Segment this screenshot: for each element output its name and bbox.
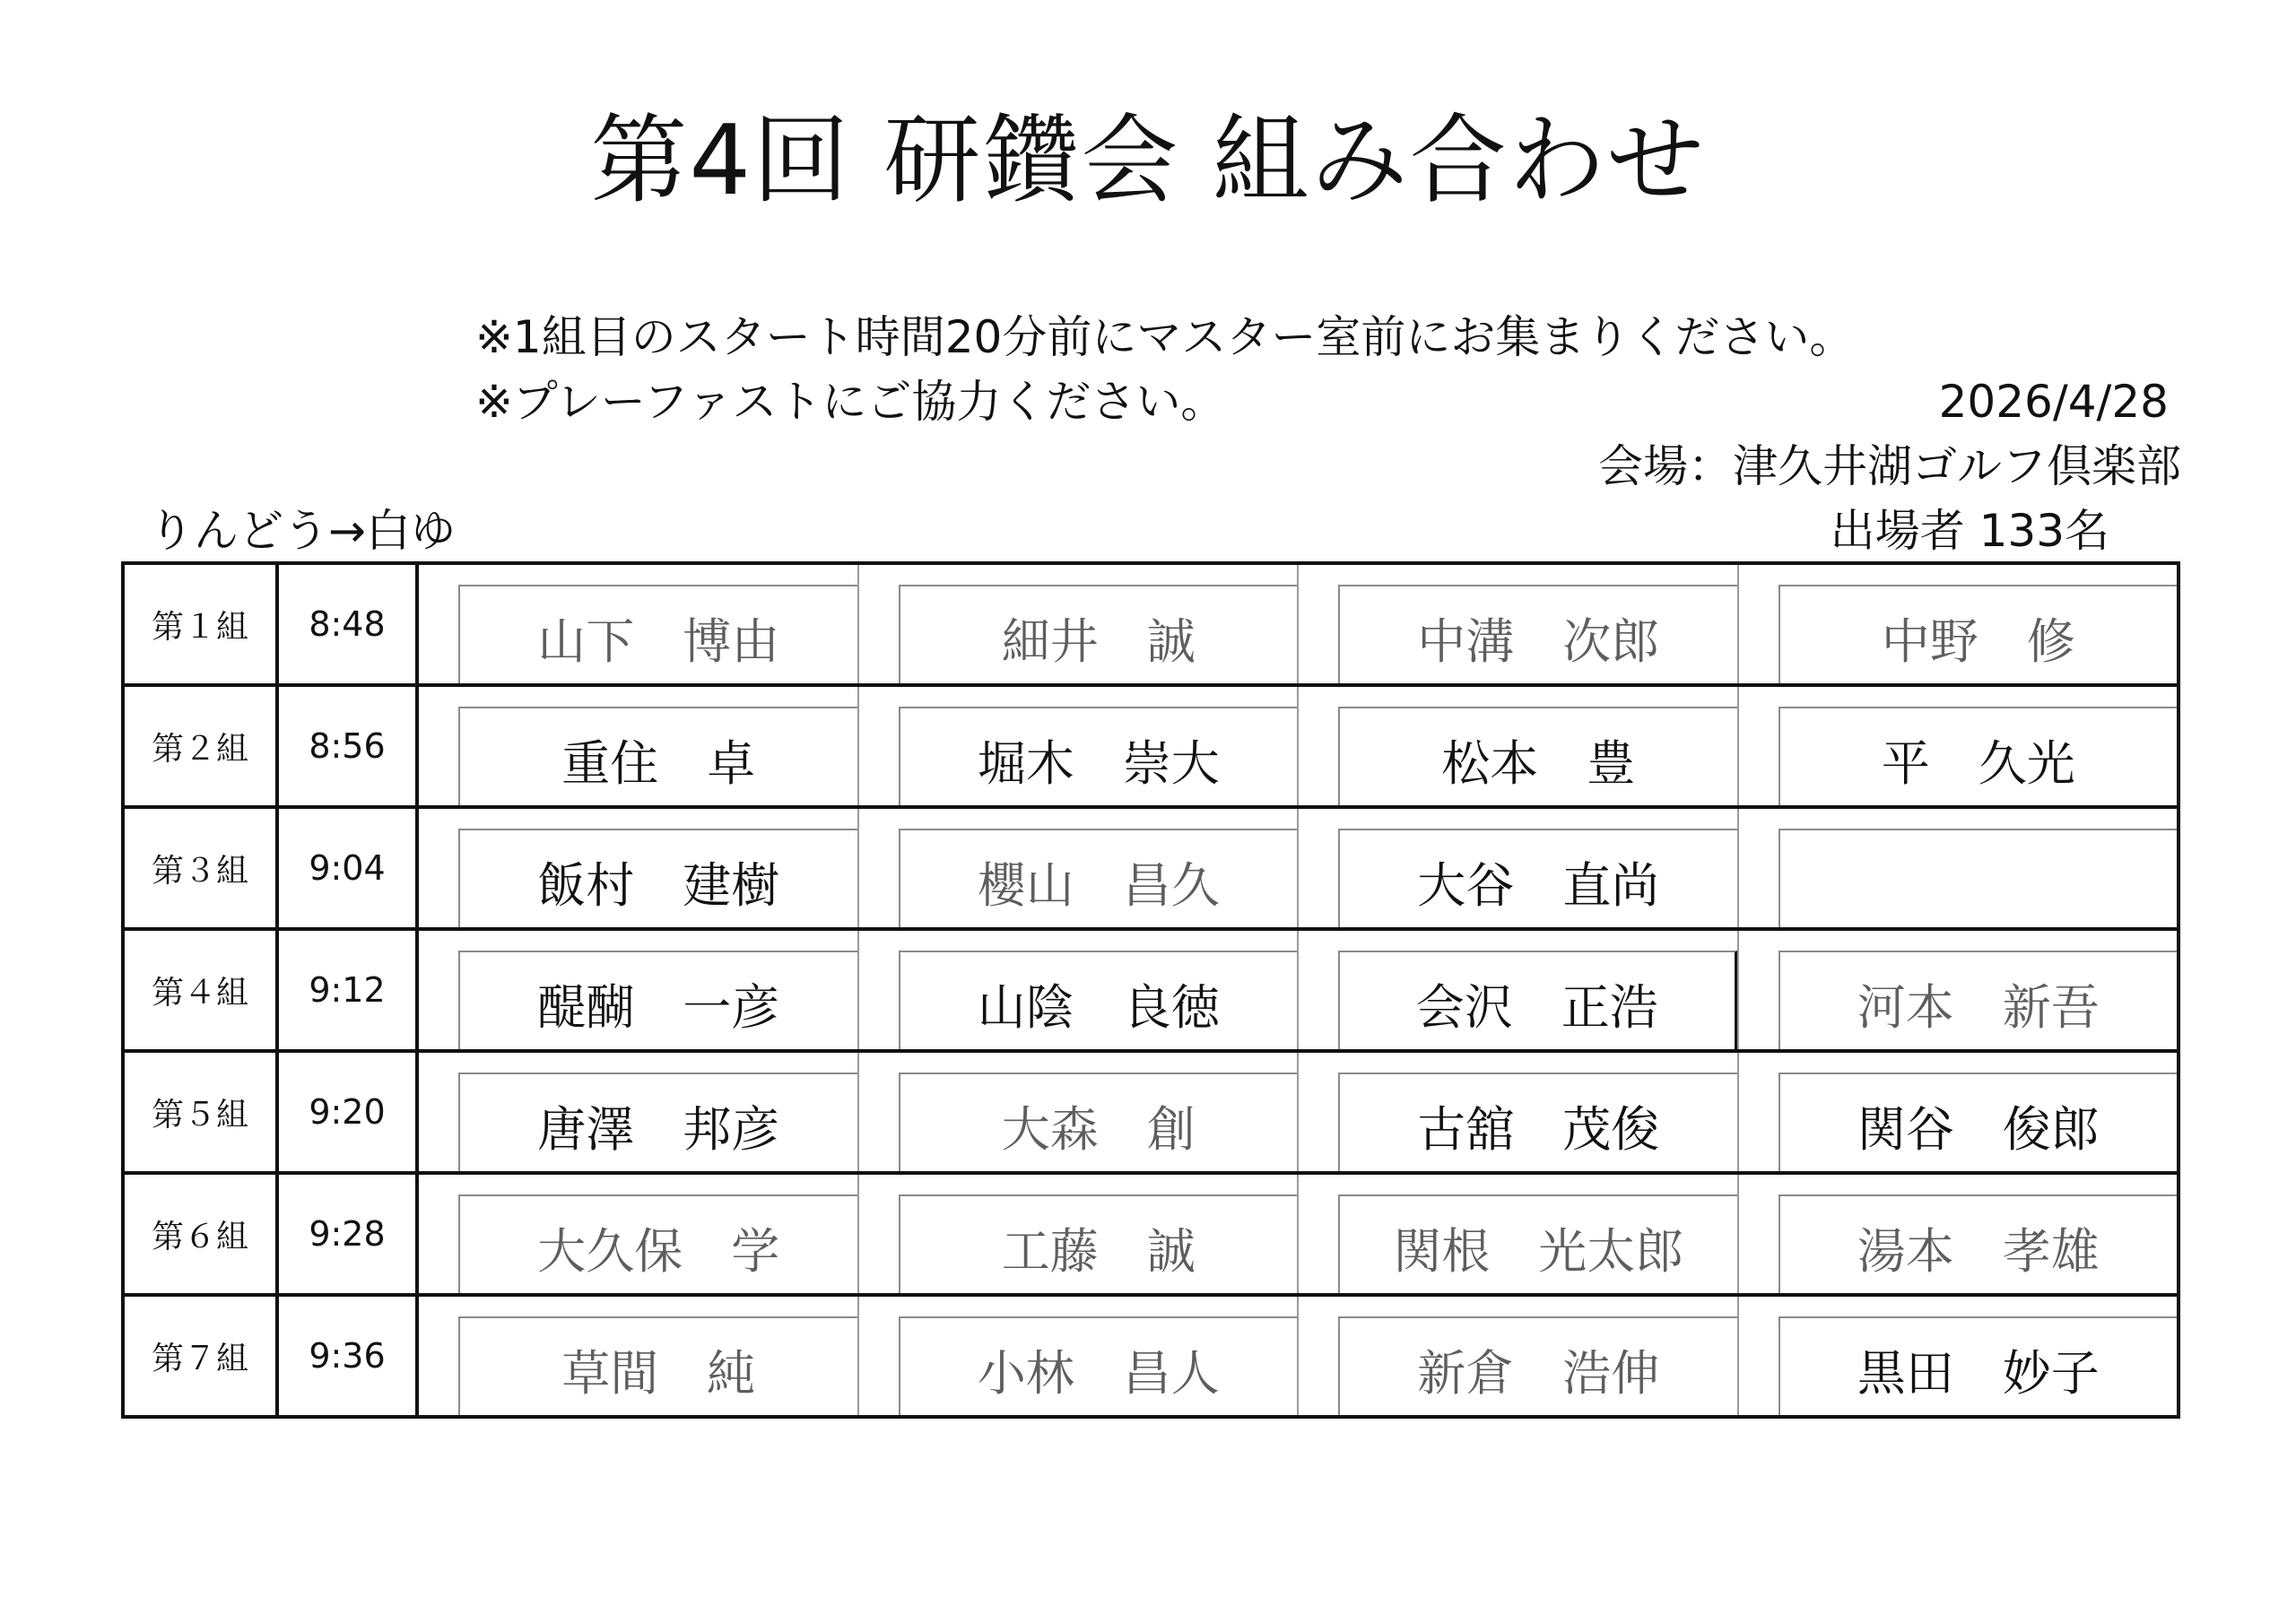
player-row xyxy=(419,1297,2177,1415)
course-route: りんどう→白ゆ xyxy=(149,505,456,557)
venue: 会場：津久井湖ゴルフ倶楽部 xyxy=(1598,440,2181,492)
tee-time: 9:04 xyxy=(277,807,417,929)
group-row xyxy=(123,929,2179,1051)
player-cells xyxy=(417,1173,2179,1295)
player-name: 会沢 正浩 xyxy=(1338,951,1737,1049)
player-slot xyxy=(1299,1175,1739,1293)
player-slot xyxy=(419,1175,859,1293)
player-slot xyxy=(1299,687,1739,805)
player-name: 新倉 浩伸 xyxy=(1338,1316,1737,1415)
pairings-table xyxy=(121,561,2180,1419)
player-slot xyxy=(1739,931,2178,1049)
player-name: 大森 創 xyxy=(899,1073,1298,1171)
player-slot xyxy=(859,809,1300,927)
player-name: 関根 光太郎 xyxy=(1338,1194,1737,1293)
player-slot xyxy=(859,1053,1300,1171)
group-row xyxy=(123,1295,2179,1417)
player-name: 古舘 茂俊 xyxy=(1338,1073,1737,1171)
group-row xyxy=(123,685,2179,807)
player-slot xyxy=(419,931,859,1049)
player-slot xyxy=(859,931,1300,1049)
player-slot xyxy=(1299,1297,1739,1415)
player-slot xyxy=(1299,809,1739,927)
player-slot xyxy=(859,1297,1300,1415)
player-name: 山下 博由 xyxy=(458,585,857,683)
player-name: 醍醐 一彦 xyxy=(458,951,857,1049)
player-name: 工藤 誠 xyxy=(899,1194,1298,1293)
player-row xyxy=(419,687,2177,805)
player-row xyxy=(419,1175,2177,1293)
player-row xyxy=(419,931,2177,1049)
group-label: 第５組 xyxy=(123,1051,277,1173)
player-slot xyxy=(1299,565,1739,683)
player-cells xyxy=(417,563,2179,685)
event-date: 2026/4/28 xyxy=(1938,376,2169,428)
entrant-count: 出場者 133名 xyxy=(1830,505,2109,557)
player-row xyxy=(419,809,2177,927)
player-name: 大久保 学 xyxy=(458,1194,857,1293)
tee-time: 9:12 xyxy=(277,929,417,1051)
player-name: 湯本 孝雄 xyxy=(1779,1194,2178,1293)
player-slot xyxy=(1739,809,2178,927)
group-label: 第７組 xyxy=(123,1295,277,1417)
player-name xyxy=(1779,829,2178,927)
player-cells xyxy=(417,685,2179,807)
player-slot xyxy=(1299,1053,1739,1171)
player-slot xyxy=(419,687,859,805)
group-label: 第６組 xyxy=(123,1173,277,1295)
note-gathering: ※1組目のスタート時間20分前にマスター室前にお集まりください。 xyxy=(475,311,1855,363)
group-row xyxy=(123,807,2179,929)
player-name: 平 久光 xyxy=(1779,707,2178,805)
group-row xyxy=(123,1173,2179,1295)
tee-time: 8:56 xyxy=(277,685,417,807)
player-slot xyxy=(1739,1175,2178,1293)
player-name: 山陰 良徳 xyxy=(899,951,1298,1049)
player-slot xyxy=(419,809,859,927)
group-label: 第３組 xyxy=(123,807,277,929)
player-slot xyxy=(859,1175,1300,1293)
player-slot xyxy=(1299,931,1739,1049)
tee-time: 9:28 xyxy=(277,1173,417,1295)
player-slot xyxy=(419,565,859,683)
player-name: 飯村 建樹 xyxy=(458,829,857,927)
player-cells xyxy=(417,1295,2179,1417)
note-play-fast: ※プレーファストにご協力ください。 xyxy=(475,376,1226,428)
player-name: 草間 純 xyxy=(458,1316,857,1415)
player-slot xyxy=(1739,1053,2178,1171)
player-slot xyxy=(1739,1297,2178,1415)
player-name: 黒田 妙子 xyxy=(1779,1316,2178,1415)
player-name: 小林 昌人 xyxy=(899,1316,1298,1415)
player-name: 中野 修 xyxy=(1779,585,2178,683)
group-row xyxy=(123,1051,2179,1173)
player-name: 唐澤 邦彦 xyxy=(458,1073,857,1171)
player-name: 松本 豊 xyxy=(1338,707,1737,805)
player-cells xyxy=(417,807,2179,929)
player-cells xyxy=(417,1051,2179,1173)
player-name: 堀木 崇大 xyxy=(899,707,1298,805)
group-label: 第４組 xyxy=(123,929,277,1051)
player-name: 河本 新吾 xyxy=(1779,951,2178,1049)
player-slot xyxy=(419,1053,859,1171)
player-slot xyxy=(1739,687,2178,805)
player-row xyxy=(419,565,2177,683)
player-name: 関谷 俊郎 xyxy=(1779,1073,2178,1171)
player-name: 中溝 次郎 xyxy=(1338,585,1737,683)
player-slot xyxy=(1739,565,2178,683)
player-name: 細井 誠 xyxy=(899,585,1298,683)
page-title: 第4回 研鑽会 組み合わせ xyxy=(590,105,1706,217)
player-cells xyxy=(417,929,2179,1051)
player-name: 重住 卓 xyxy=(458,707,857,805)
group-row xyxy=(123,563,2179,685)
player-slot xyxy=(859,565,1300,683)
player-row xyxy=(419,1053,2177,1171)
tee-time: 9:20 xyxy=(277,1051,417,1173)
player-name: 大谷 直尚 xyxy=(1338,829,1737,927)
group-label: 第２組 xyxy=(123,685,277,807)
player-slot xyxy=(419,1297,859,1415)
player-slot xyxy=(859,687,1300,805)
player-name: 櫻山 昌久 xyxy=(899,829,1298,927)
tee-time: 8:48 xyxy=(277,563,417,685)
tee-time: 9:36 xyxy=(277,1295,417,1417)
group-label: 第１組 xyxy=(123,563,277,685)
